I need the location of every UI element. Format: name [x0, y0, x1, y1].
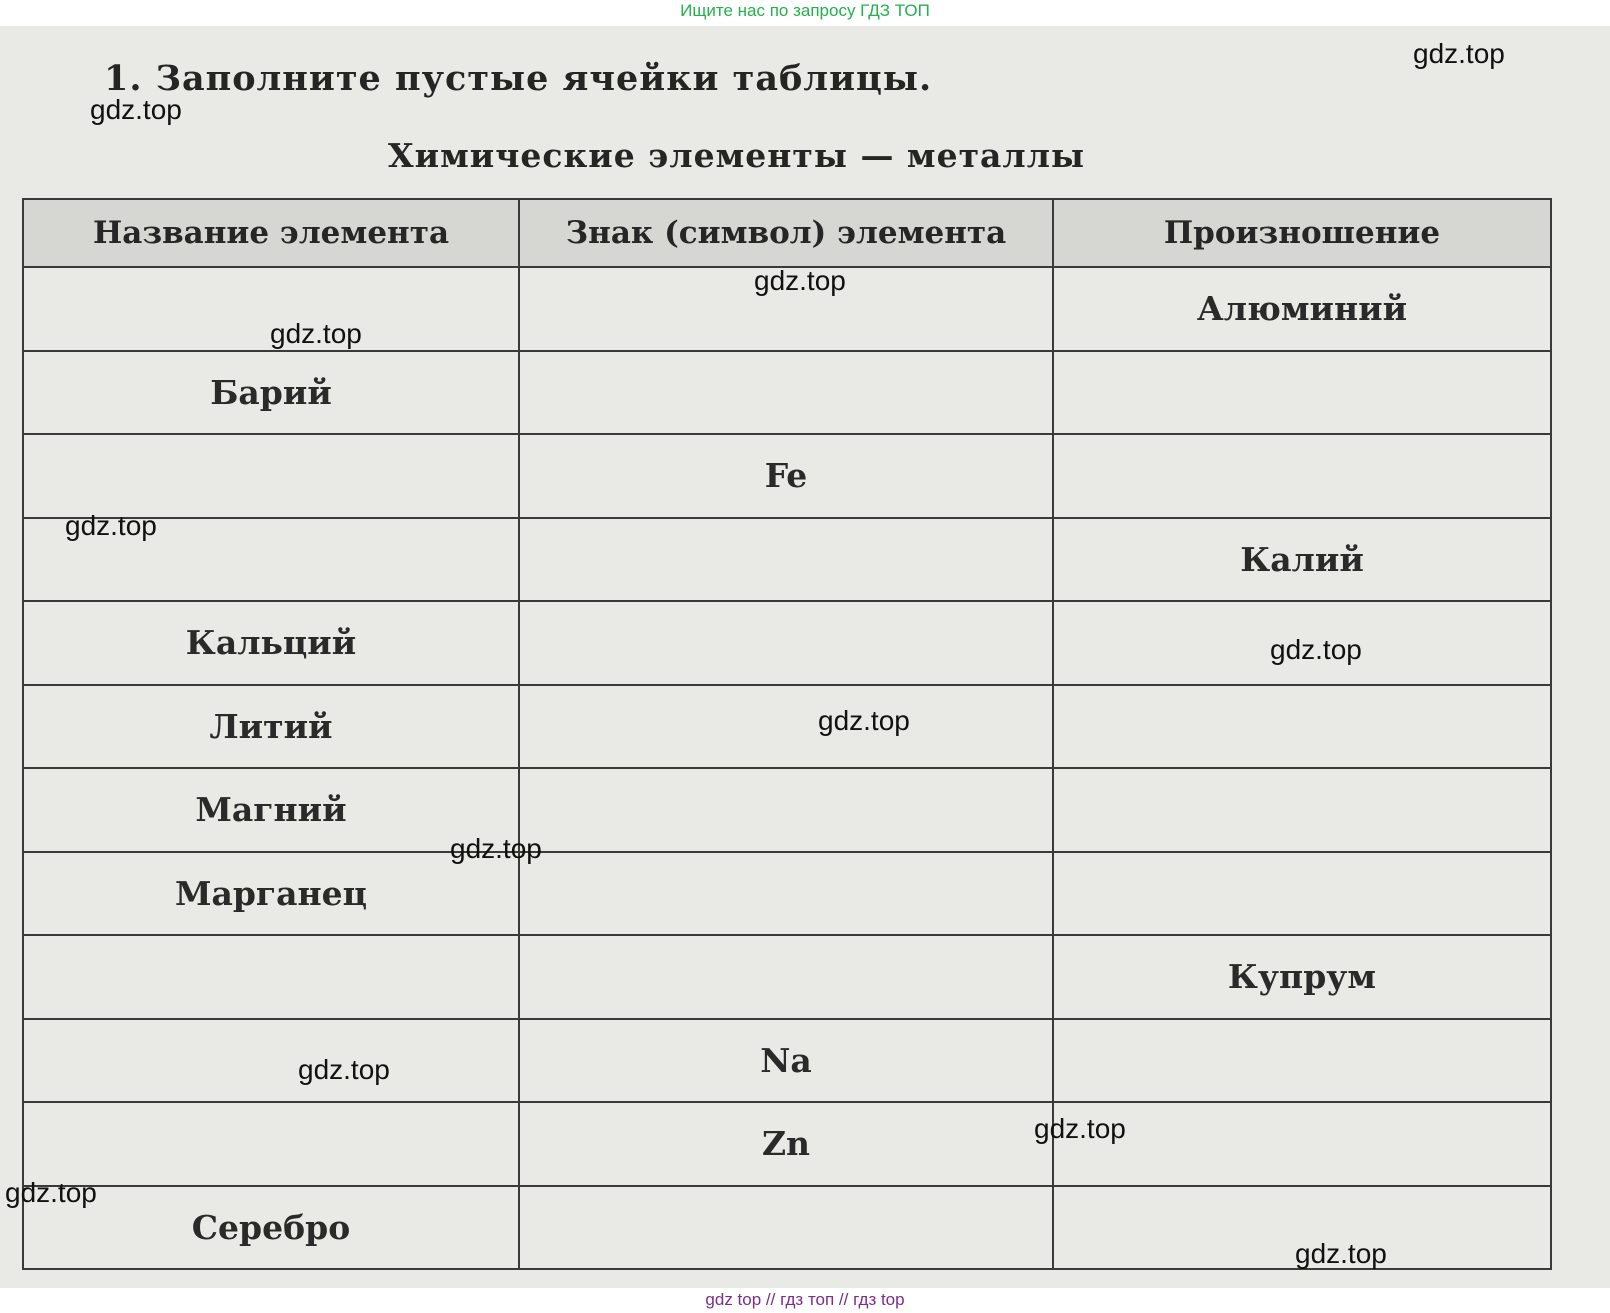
cell-pronunciation [1053, 1019, 1551, 1103]
cell-element-symbol [519, 351, 1053, 435]
watermark: gdz.top [450, 833, 542, 864]
cell-element-name: Литий [23, 685, 519, 769]
cell-element-symbol [519, 601, 1053, 685]
cell-element-name: Марганец [23, 852, 519, 936]
table-row [23, 1019, 1551, 1103]
cell-element-name [23, 434, 519, 518]
table-row [23, 852, 1551, 936]
table-row [23, 351, 1551, 435]
table-caption: Химические элементы — металлы [388, 136, 1086, 175]
cell-pronunciation [1053, 434, 1551, 518]
table-row [23, 685, 1551, 769]
watermark: gdz.top [270, 318, 362, 349]
cell-pronunciation [1053, 852, 1551, 936]
table-row [23, 935, 1551, 1019]
cell-element-symbol: Fe [519, 434, 1053, 518]
header-pronunciation: Произношение [1053, 199, 1551, 267]
cell-pronunciation: Алюминий [1053, 267, 1551, 351]
cell-element-symbol [519, 518, 1053, 602]
header-element-symbol: Знак (символ) элемента [519, 199, 1053, 267]
cell-pronunciation: Купрум [1053, 935, 1551, 1019]
table-row [23, 1102, 1551, 1186]
table-row [23, 768, 1551, 852]
watermark: gdz.top [1034, 1113, 1126, 1144]
table-row [23, 434, 1551, 518]
cell-pronunciation: Калий [1053, 518, 1551, 602]
watermark: gdz.top [1295, 1238, 1387, 1269]
watermark: gdz.top [90, 94, 182, 125]
cell-element-name: Серебро [23, 1186, 519, 1270]
cell-element-name [23, 935, 519, 1019]
top-banner[interactable]: Ищите нас по запросу ГДЗ ТОП [680, 1, 930, 20]
table-row [23, 518, 1551, 602]
watermark: gdz.top [298, 1054, 390, 1085]
cell-element-symbol [519, 685, 1053, 769]
cell-element-name [23, 1019, 519, 1103]
watermark: gdz.top [1413, 38, 1505, 69]
cell-element-name: Кальций [23, 601, 519, 685]
task-title: 1. Заполните пустые ячейки таблицы. [104, 58, 933, 99]
watermark: gdz.top [818, 705, 910, 736]
cell-pronunciation [1053, 768, 1551, 852]
cell-element-symbol [519, 1186, 1053, 1270]
cell-element-symbol [519, 768, 1053, 852]
cell-element-symbol: Na [519, 1019, 1053, 1103]
watermark: gdz.top [65, 510, 157, 541]
header-element-name: Название элемента [23, 199, 519, 267]
cell-element-name: Магний [23, 768, 519, 852]
bottom-banner[interactable]: gdz top // гдз топ // гдз top [705, 1290, 905, 1309]
watermark: gdz.top [5, 1177, 97, 1208]
textbook-page [0, 26, 1610, 1288]
table-header-row [23, 199, 1551, 267]
cell-pronunciation [1053, 1102, 1551, 1186]
watermark: gdz.top [1270, 634, 1362, 665]
cell-element-symbol: Zn [519, 1102, 1053, 1186]
cell-element-name: Барий [23, 351, 519, 435]
metals-table [22, 198, 1552, 1270]
cell-element-symbol [519, 935, 1053, 1019]
cell-element-name [23, 1102, 519, 1186]
watermark: gdz.top [754, 265, 846, 296]
cell-pronunciation [1053, 351, 1551, 435]
cell-pronunciation [1053, 685, 1551, 769]
cell-element-symbol [519, 852, 1053, 936]
